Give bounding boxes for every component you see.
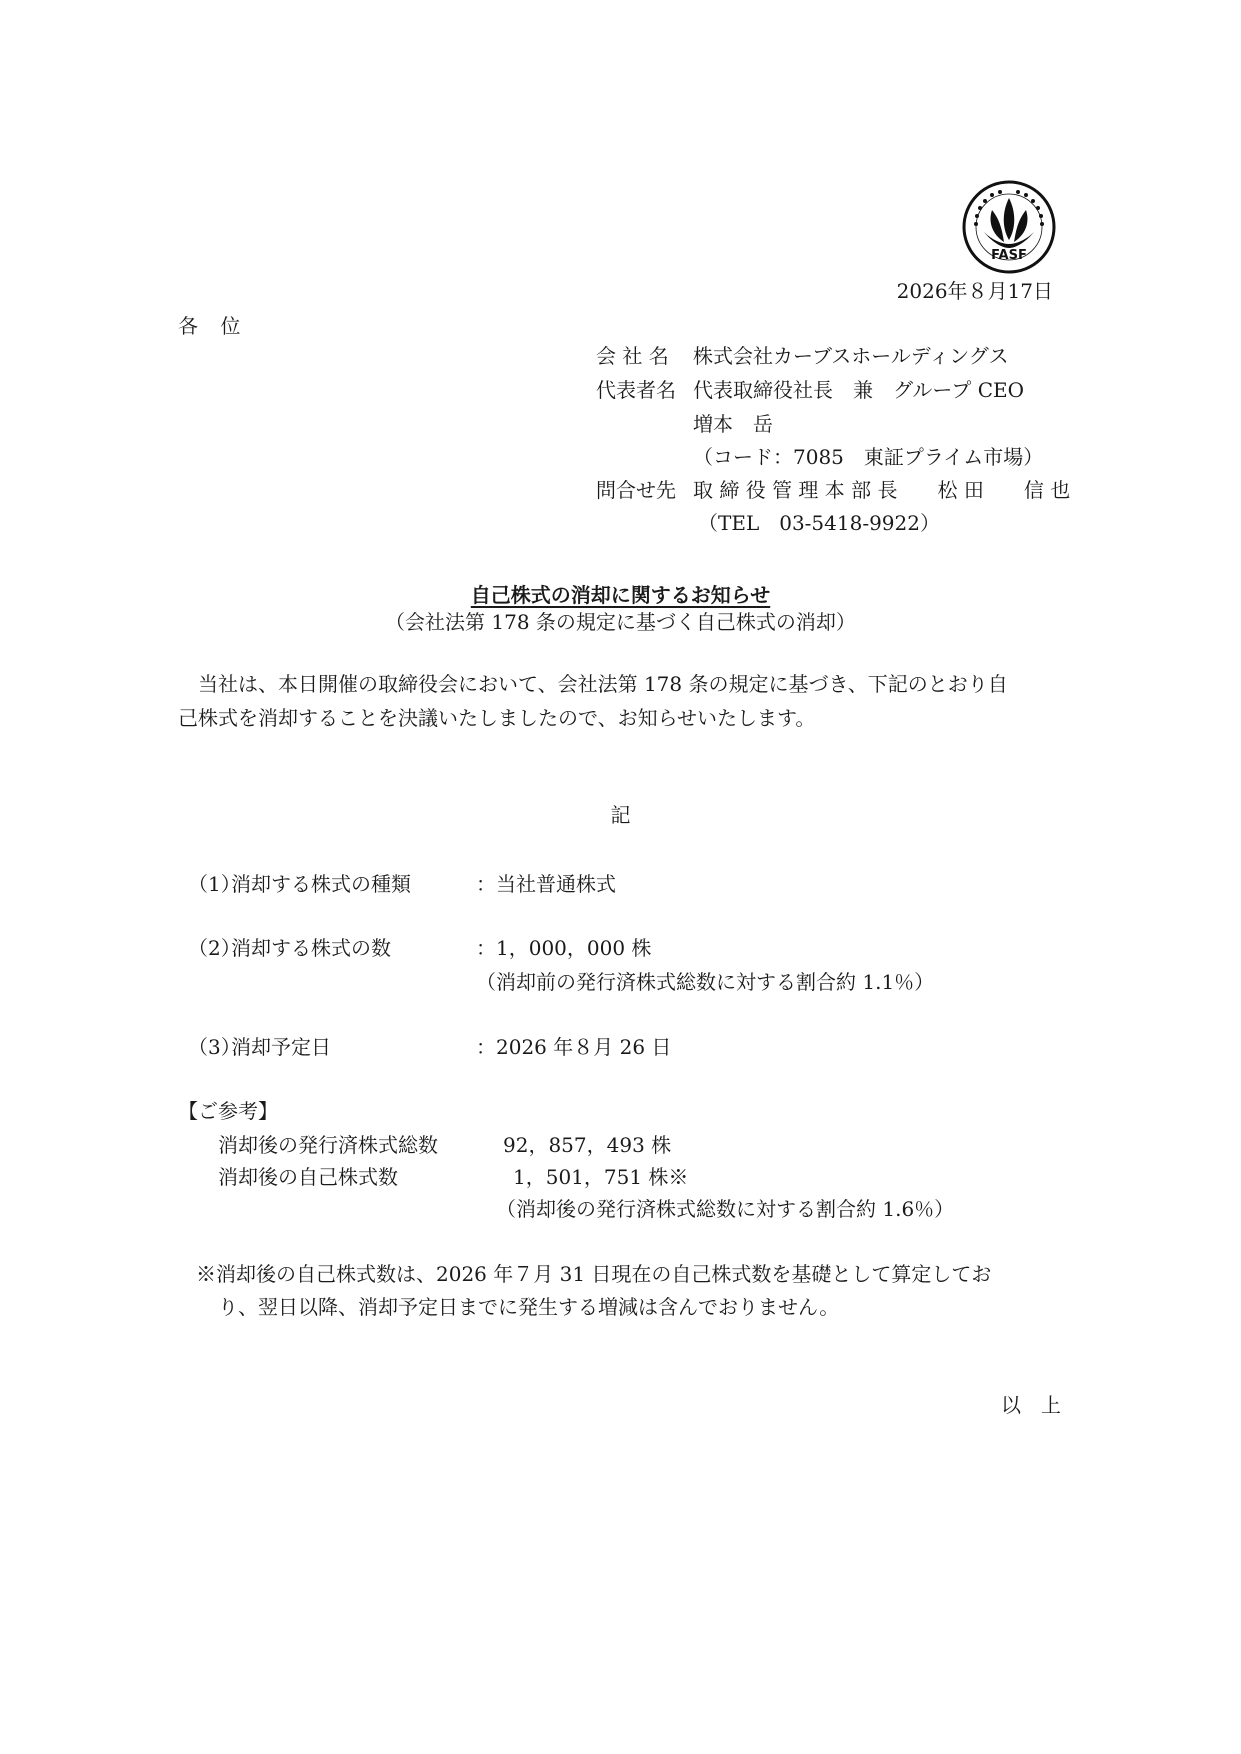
item-3-name: 消却予定日 [231,1035,331,1059]
reference-row-2-value: 1，501，751 株※ [513,1165,689,1189]
issue-date: 2026年８月17日 [896,279,1053,303]
ki-heading: 記 [610,803,631,827]
contact-person: 取 締 役 管 理 本 部 長 松 田 信 也 [693,478,1071,502]
item-3-value: ：2026 年８月 26 日 [476,1035,672,1059]
footnote-line-2: り、翌日以降、消却予定日までに発生する増減は含んでおりません。 [218,1295,840,1319]
closing-mark: 以 上 [1001,1393,1061,1417]
fasf-logo-text: FASF [991,248,1027,263]
reference-row-2-label: 消却後の自己株式数 [218,1165,398,1189]
addressee: 各 位 [178,314,249,338]
item-2-value: ：1，000，000 株 [476,936,652,960]
item-1-value: ：当社普通株式 [476,872,616,896]
reference-header: 【ご参考】 [178,1099,278,1123]
item-1-number: （1） [188,872,241,896]
item-3-number: （3） [188,1035,241,1059]
reference-row-1-value: 92，857，493 株 [503,1133,672,1157]
item-2-note: （消却前の発行済株式総数に対する割合約 1.1％） [476,970,935,994]
item-2-number: （2） [188,936,241,960]
reference-note: （消却後の発行済株式総数に対する割合約 1.6％） [496,1197,955,1221]
representative-title: 代表取締役社長 兼 グループ CEO [693,378,1025,402]
notice-title: 自己株式の消却に関するお知らせ [470,583,771,607]
item-1-name: 消却する株式の種類 [231,872,411,896]
company-name-label: 会 社 名 [596,344,669,368]
footnote-line-1: ※消却後の自己株式数は、2026 年７月 31 日現在の自己株式数を基礎として算定してお [196,1262,992,1286]
company-name: 株式会社カーブスホールディングス [693,344,1009,368]
contact-tel: （TEL 03-5418-9922） [698,511,940,535]
fasf-seal-icon [962,180,1056,274]
body-line-1: 当社は、本日開催の取締役会において、会社法第 178 条の規定に基づき、下記のとおり自 [198,672,1008,696]
contact-label: 問合せ先 [596,478,676,502]
item-2-name: 消却する株式の数 [231,936,391,960]
reference-row-1-label: 消却後の発行済株式総数 [218,1133,438,1157]
stock-code: （コード：7085 東証プライム市場） [693,445,1044,469]
body-line-2: 己株式を消却することを決議いたしましたので、お知らせいたします。 [178,706,816,730]
notice-subtitle: （会社法第 178 条の規定に基づく自己株式の消却） [385,610,856,634]
representative-name: 増本 岳 [693,412,773,436]
representative-label: 代表者名 [596,378,676,402]
